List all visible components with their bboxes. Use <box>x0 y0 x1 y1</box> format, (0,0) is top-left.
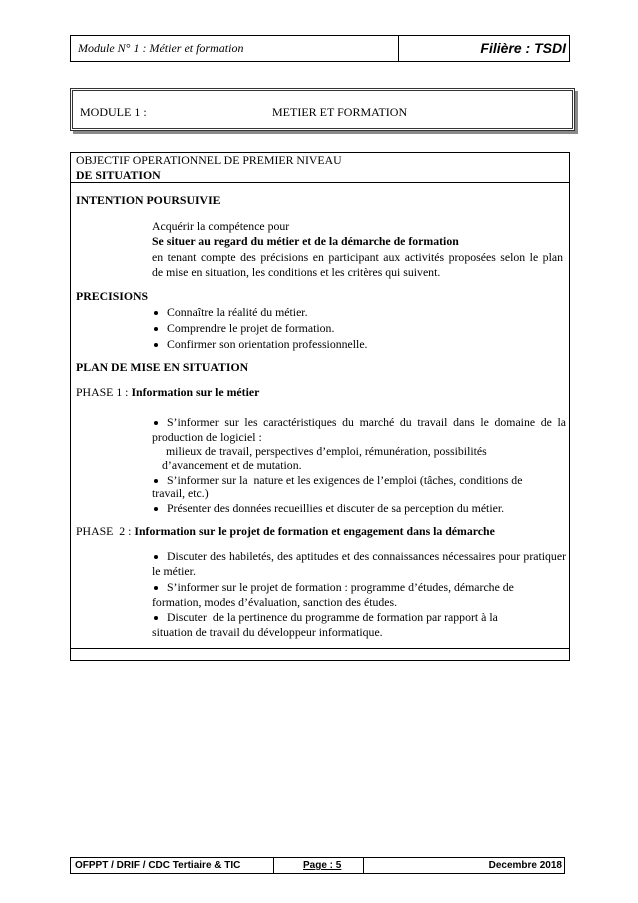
bullet-icon <box>154 479 158 483</box>
phase2-label: PHASE 2 : <box>76 524 132 538</box>
bullet-icon <box>154 586 158 590</box>
page-header <box>70 35 570 62</box>
precision-item: Confirmer son orientation professionnelle. <box>167 337 368 351</box>
precisions-heading: PRECISIONS <box>76 289 149 303</box>
phase1-heading <box>76 385 259 400</box>
phase2-heading <box>76 524 495 539</box>
module-header-title: Module N° 1 : Métier et formation <box>71 36 399 61</box>
phase1-item-line: milieux de travail, perspectives d’emploi, rémunération, possibilités <box>166 444 487 458</box>
bullet-icon <box>154 311 158 315</box>
objective-title: OBJECTIF OPERATIONNEL DE PREMIER NIVEAU <box>76 153 342 167</box>
phase2-item-line: le métier. <box>152 564 196 578</box>
bullet-icon <box>154 421 158 425</box>
phase1-title: Information sur le métier <box>131 385 260 399</box>
plan-heading: PLAN DE MISE EN SITUATION <box>76 360 249 374</box>
bullet-icon <box>154 555 158 559</box>
bullet-icon <box>154 507 158 511</box>
phase1-label: PHASE 1 : <box>76 385 129 399</box>
row-divider <box>71 648 569 649</box>
page-number: Page : 5 <box>303 860 342 871</box>
row-divider <box>71 182 569 183</box>
competence-statement: Se situer au regard du métier et de la démarche de formation <box>152 234 459 248</box>
intention-text-line: de mise en situation, les conditions et les critères qui suivent. <box>152 265 441 279</box>
footer-organization: OFPPT / DRIF / CDC Tertiaire & TIC <box>71 858 274 873</box>
page-footer <box>70 857 565 874</box>
intention-intro: Acquérir la compétence pour <box>152 219 290 233</box>
phase1-item-line: S’informer sur les caractéristiques du marché du travail dans le domaine de la <box>167 415 566 429</box>
phase2-item-line: situation de travail du développeur informatique. <box>152 625 383 639</box>
phase1-item-line: production de logiciel : <box>152 430 262 444</box>
phase2-title: Information sur le projet de formation et engagement dans la démarche <box>134 524 495 538</box>
module-number: MODULE 1 : <box>80 105 147 119</box>
phase1-item-line: travail, etc.) <box>152 486 209 500</box>
phase2-item-line: Discuter des habiletés, des aptitudes et des connaissances nécessaires pour pratiquer <box>167 549 566 563</box>
phase1-item-line: S’informer sur la nature et les exigences de l’emploi (tâches, conditions de <box>167 473 523 487</box>
phase1-item-line: d’avancement et de mutation. <box>162 458 302 472</box>
phase1-item-line: Présenter des données recueillies et discuter de sa perception du métier. <box>167 501 505 515</box>
bullet-icon <box>154 343 158 347</box>
bullet-icon <box>154 616 158 620</box>
module-title-box <box>70 88 575 131</box>
objective-subtitle: DE SITUATION <box>76 168 161 182</box>
objective-table <box>70 152 570 661</box>
intention-text-line: en tenant compte des précisions en participant aux activités proposées selon le plan <box>152 250 563 264</box>
filiere-label: Filière : TSDI <box>480 40 566 56</box>
phase2-item-line: formation, modes d’évaluation, sanction des études. <box>152 595 398 609</box>
phase2-item-line: S’informer sur le projet de formation : programme d’études, démarche de <box>167 580 514 594</box>
footer-date: Decembre 2018 <box>488 860 562 871</box>
phase2-item-line: Discuter de la pertinence du programme de formation par rapport à la <box>167 610 498 624</box>
module-title: METIER ET FORMATION <box>272 105 408 119</box>
precision-item: Connaître la réalité du métier. <box>167 305 308 319</box>
intention-heading: INTENTION POURSUIVIE <box>76 193 221 207</box>
bullet-icon <box>154 327 158 331</box>
footer-page-cell <box>274 858 364 873</box>
precision-item: Comprendre le projet de formation. <box>167 321 335 335</box>
